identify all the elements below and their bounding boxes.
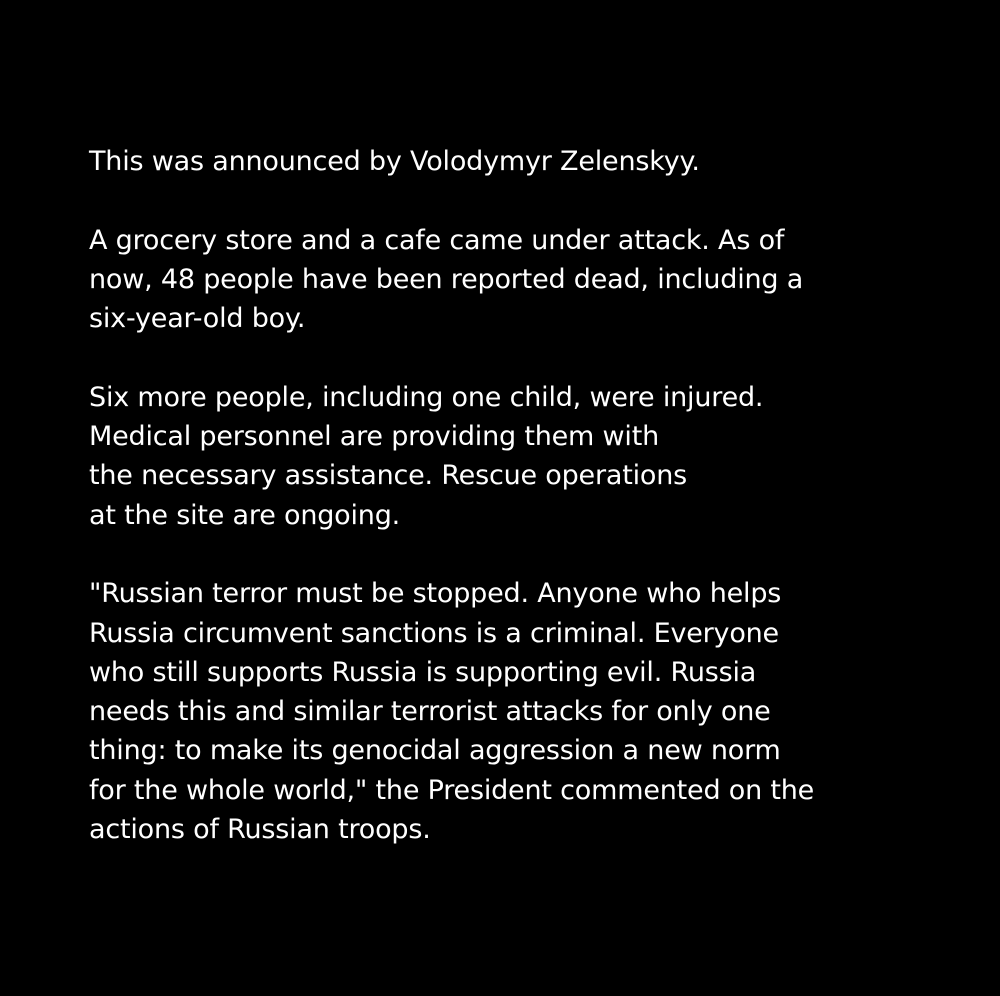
text-line: Medical personnel are providing them with xyxy=(89,421,660,453)
text-line: This was announced by Volodymyr Zelenskyy. xyxy=(89,146,700,177)
statement-text xyxy=(89,142,949,849)
text-line: A grocery store and a cafe came under attack. As of xyxy=(89,224,785,256)
text-line: Russia circumvent sanctions is a criminal. Everyone xyxy=(89,617,779,649)
text-line: the necessary assistance. Rescue operations xyxy=(89,460,688,492)
text-line: needs this and similar terrorist attacks for only one xyxy=(89,696,771,728)
text-line: at the site are ongoing. xyxy=(89,499,401,531)
text-line: actions of Russian troops. xyxy=(89,814,431,846)
text-line: who still supports Russia is supporting evil. Russia xyxy=(89,656,757,688)
text-line: thing: to make its genocidal aggression a new norm xyxy=(89,735,781,767)
paragraph-announcement xyxy=(89,142,949,181)
text-line: for the whole world," the President commented on the xyxy=(89,774,815,806)
text-line: now, 48 people have been reported dead, including a xyxy=(89,263,804,295)
text-line: "Russian terror must be stopped. Anyone who helps xyxy=(89,578,782,610)
paragraph-president-quote xyxy=(89,574,949,849)
text-line: six-year-old boy. xyxy=(89,303,306,335)
paragraph-injured xyxy=(89,378,949,535)
paragraph-attack-casualties xyxy=(89,221,949,339)
text-line: Six more people, including one child, were injured. xyxy=(89,381,764,413)
